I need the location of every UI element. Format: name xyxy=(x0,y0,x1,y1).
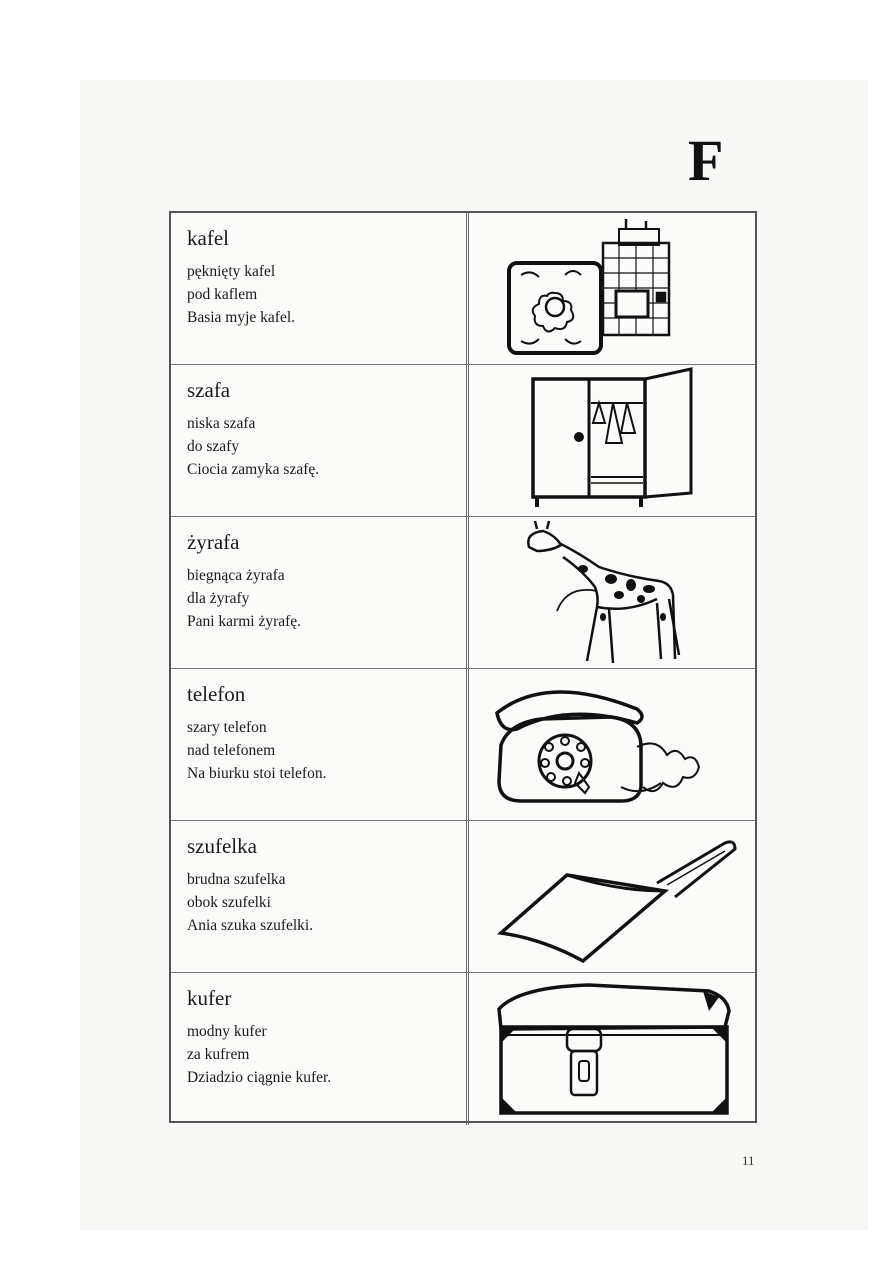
dustpan-icon xyxy=(471,821,755,971)
giraffe-icon xyxy=(471,517,755,667)
entry-phrase: do szafy xyxy=(187,438,240,456)
table-row xyxy=(171,973,755,1125)
entry-word: kafel xyxy=(187,226,229,250)
wardrobe-icon xyxy=(471,365,755,515)
column-divider xyxy=(466,213,469,364)
entry-phrase: szary telefon xyxy=(187,719,267,737)
column-divider xyxy=(466,517,469,668)
table-row xyxy=(171,365,755,517)
entry-phrase: nad telefonem xyxy=(187,742,276,760)
entry-phrase: brudna szufelka xyxy=(187,871,286,889)
entry-sentence: Na biurku stoi telefon. xyxy=(187,765,327,783)
entry-sentence: Ania szuka szufelki. xyxy=(187,917,314,935)
word-cell xyxy=(187,531,457,633)
column-divider xyxy=(466,821,469,972)
column-divider xyxy=(466,365,469,516)
table-row xyxy=(171,517,755,669)
entry-word: telefon xyxy=(187,682,246,706)
entry-phrase: za kufrem xyxy=(187,1046,250,1064)
table-row xyxy=(171,213,755,365)
telephone-icon xyxy=(471,669,755,819)
chapter-letter: F xyxy=(688,128,724,193)
table-row xyxy=(171,669,755,821)
entry-word: kufer xyxy=(187,986,232,1010)
word-cell xyxy=(187,835,457,937)
word-cell xyxy=(187,683,457,785)
trunk-icon xyxy=(471,973,755,1123)
entry-sentence: Pani karmi żyrafę. xyxy=(187,613,302,631)
column-divider xyxy=(466,669,469,820)
entry-phrase: pęknięty kafel xyxy=(187,263,276,281)
column-divider xyxy=(466,973,469,1125)
entry-sentence: Dziadzio ciągnie kufer. xyxy=(187,1069,332,1087)
entry-phrase: dla żyrafy xyxy=(187,590,250,608)
tile-stove-icon xyxy=(471,213,755,363)
table-row xyxy=(171,821,755,973)
entry-word: szafa xyxy=(187,378,231,402)
entry-phrase: biegnąca żyrafa xyxy=(187,567,285,585)
entry-sentence: Ciocia zamyka szafę. xyxy=(187,461,320,479)
entry-word: szufelka xyxy=(187,834,257,858)
entry-word: żyrafa xyxy=(187,530,240,554)
word-cell xyxy=(187,379,457,481)
vocabulary-table xyxy=(169,211,757,1123)
entry-phrase: pod kaflem xyxy=(187,286,258,304)
entry-phrase: obok szufelki xyxy=(187,894,271,912)
entry-sentence: Basia myje kafel. xyxy=(187,309,296,327)
entry-phrase: modny kufer xyxy=(187,1023,267,1041)
word-cell xyxy=(187,987,457,1089)
entry-phrase: niska szafa xyxy=(187,415,256,433)
word-cell xyxy=(187,227,457,329)
page-number: 11 xyxy=(742,1153,755,1168)
